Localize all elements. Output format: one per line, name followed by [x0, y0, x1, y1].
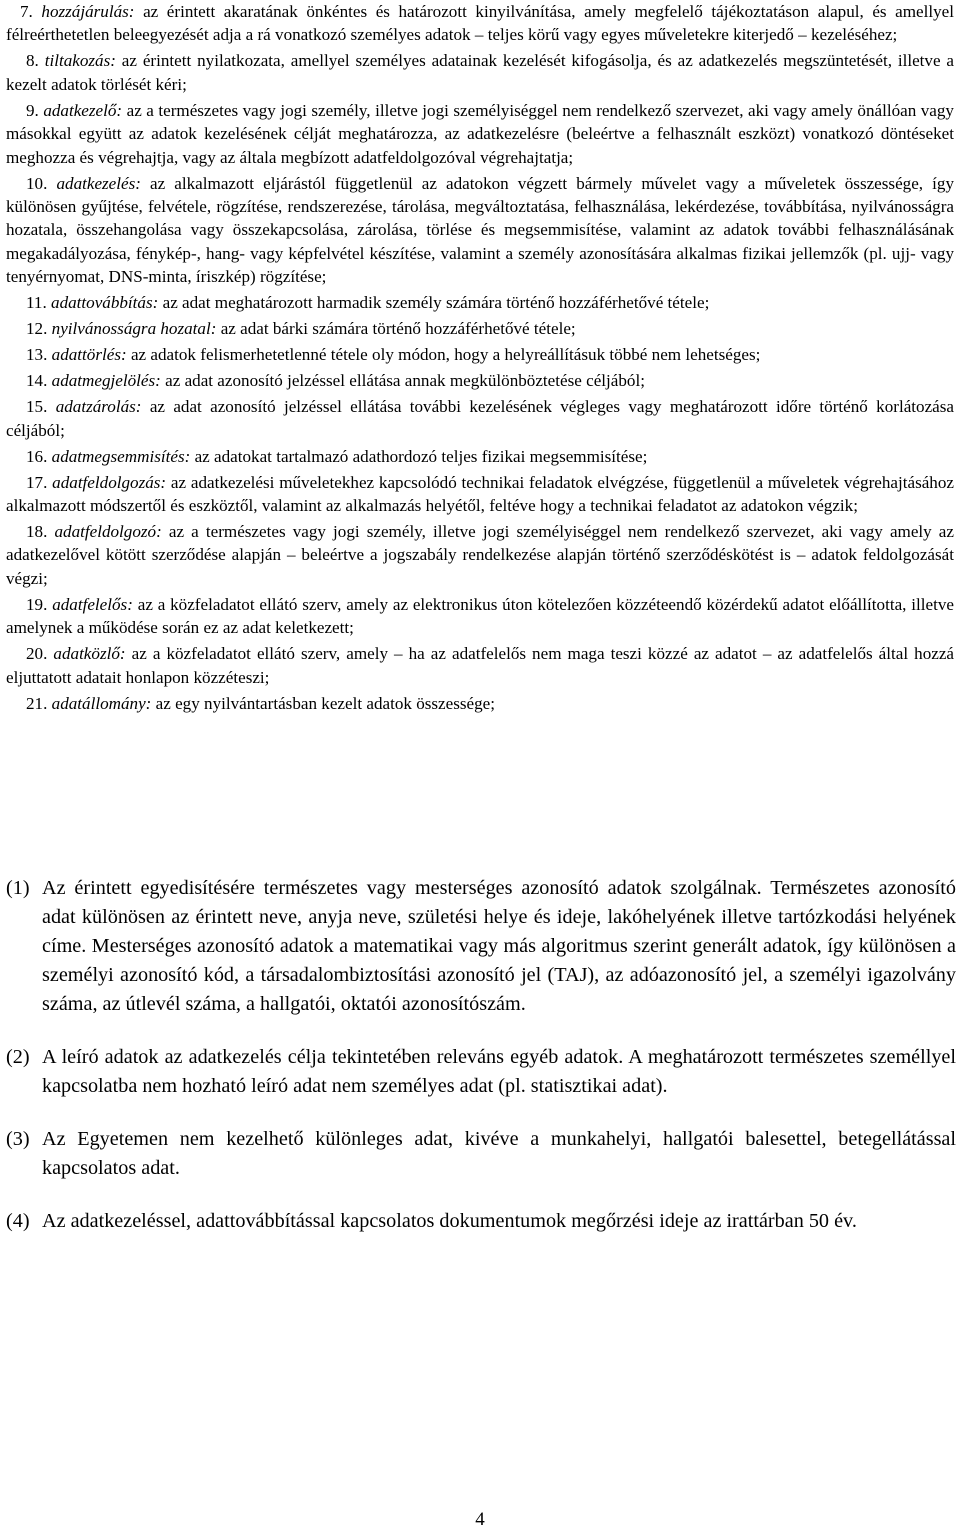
definition-number: 14. [26, 371, 48, 391]
definition-term: adattovábbítás: [51, 293, 159, 313]
paragraph-text: Az érintett egyedisítésére természetes vagy mesterséges azonosító adatok szolgálnak. Természetes azonosító adat különösen az érintett neve, anyja neve, születési helye és ideje, lakóhelyének illetve tartózkodási helyének címe. Mesterséges azonosító adatok a matematikai vagy más algoritmus szerint generált adatok, így különösen a személyi azonosító kód, a társadalombiztosítási azonosító jel (TAJ), az adóazonosító jel, a személyi igazolvány száma, az útlevél száma, a hallgatói, oktatói azonosítószám. [42, 877, 956, 1015]
definition-text: az adat azonosító jelzéssel ellátása annak megkülönböztetése céljából; [160, 371, 645, 391]
definition-text: az a természetes vagy jogi személy, illetve jogi személyiséggel nem rendelkező szervezet, aki vagy amely az adatkezelővel kötött szerződése alapján – beleértve a jogszabály rendelkezése alapján történő szerződéskötést is – adatok feldolgozását végzi; [6, 522, 954, 588]
paragraph-number: (2) [6, 1046, 30, 1068]
definition-term: adatközlő: [53, 644, 126, 664]
definition-term: adatkezelő: [43, 100, 123, 120]
definition-item [6, 642, 954, 689]
paragraph-item [6, 1125, 956, 1183]
definition-term: hozzájárulás: [41, 2, 135, 21]
paragraph-text: Az Egyetemen nem kezelhető különleges adat, kivéve a munkahelyi, hallgatói balesettel, betegellátással kapcsolatos adat. [42, 1128, 956, 1179]
definition-term: adatkezelés: [56, 173, 141, 193]
definition-text: az alkalmazott eljárástól függetlenül az adatokon végzett bármely művelet vagy a műveletek összessége, így különösen gyűjtése, felvétele, rögzítése, rendszerezése, tárolása, megváltoztatása, felhasználása, lekérdezése, továbbítása, nyilvánosságra hozatala, összehangolása vagy összekapcsolása, zárolása, törlése és megsemmisítése, valamint az adatok további felhasználásának megakadályozása, fénykép-, hang- vagy képfelvétel készítése, valamint a személy azonosítására alkalmas fizikai jellemzők (pl. ujj- vagy tenyérnyomat, DNS-minta, íriszkép) rögzítése; [6, 173, 954, 287]
definition-term: adattörlés: [51, 345, 127, 365]
definition-item [6, 317, 954, 340]
definition-text: az adat bárki számára történő hozzáférhetővé tétele; [216, 319, 576, 339]
definition-number: 16. [26, 446, 48, 466]
definition-number: 19. [26, 594, 48, 614]
definition-item [6, 291, 954, 314]
definition-item [6, 369, 954, 392]
definition-term: adatmegjelölés: [51, 371, 161, 391]
definition-term: adatfeldolgozás: [52, 472, 167, 492]
definition-text: az érintett nyilatkozata, amellyel személyes adatainak kezelését kifogásolja, és az adatkezelés megszüntetését, illetve a kezelt adatok törlését kéri; [6, 51, 955, 94]
definition-item [6, 593, 954, 640]
definition-term: adatzárolás: [55, 397, 142, 417]
definition-term: tiltakozás: [44, 51, 116, 71]
paragraph-number: (1) [6, 877, 30, 899]
definition-item [6, 343, 954, 366]
definition-item [6, 445, 954, 468]
definition-text: az a közfeladatot ellátó szerv, amely – ha az adatfelelős nem maga teszi közzé az adatot – az adatfelelős által hozzá eljuttatott adatait honlapon közzéteszi; [6, 644, 954, 687]
definition-term: adatmegsemmisítés: [51, 446, 191, 466]
definition-item [6, 99, 954, 169]
definition-number: 15. [26, 397, 48, 417]
paragraph-number: (4) [6, 1210, 30, 1232]
definition-term: nyilvánosságra hozatal: [51, 319, 217, 339]
paragraph-text: Az adatkezeléssel, adattovábbítással kapcsolatos dokumentumok megőrzési ideje az irattárban 50 év. [42, 1210, 857, 1232]
definition-number: 11. [26, 293, 47, 313]
definition-text: az érintett akaratának önkéntes és határozott kinyilvánítása, amely megfelelő tájékoztatáson alapul, és amellyel félreérthetetlen beleegyezését adja a rá vonatkozó személyes adatok – teljes körű vagy egyes műveletekre kiterjedő – kezeléséhez; [6, 2, 954, 45]
definition-item [6, 172, 954, 289]
definition-number: 13. [26, 345, 48, 365]
definition-number: 8. [26, 51, 39, 71]
definitions-list [6, 0, 954, 718]
paragraph-item [6, 874, 956, 1019]
definition-item [6, 692, 954, 715]
definition-number: 17. [26, 472, 48, 492]
definition-item [6, 395, 954, 442]
definition-number: 10. [26, 173, 48, 193]
paragraph-item [6, 1043, 956, 1101]
definition-text: az a természetes vagy jogi személy, illetve jogi személyiséggel nem rendelkező szervezet, aki vagy amely önállóan vagy másokkal együtt az adatok kezelésének célját meghatározza, az adatkezelésre (beleértve a felhasznált eszközt) vonatkozó döntéseket meghozza és végrehajtja, vagy az általa megbízott adatfeldolgozóval végrehajtatja; [6, 100, 954, 167]
definition-term: adatfeldolgozó: [54, 522, 162, 542]
definition-text: az adat meghatározott harmadik személy számára történő hozzáférhetővé tétele; [158, 293, 710, 313]
definition-term: adatállomány: [51, 693, 152, 713]
definition-text: az adatkezelési műveletekhez kapcsolódó technikai feladatok elvégzése, függetlenül a műveletek végrehajtásához alkalmazott módszertől és eszköztől, valamint az alkalmazás helyétől, feltéve hogy a technikai feladatot az adatokon végzik; [6, 472, 954, 516]
definition-text: az egy nyilvántartásban kezelt adatok összessége; [151, 693, 495, 713]
paragraph-item [6, 1207, 956, 1236]
definition-number: 12. [26, 319, 48, 339]
definition-text: az a közfeladatot ellátó szerv, amely az elektronikus úton kötelezően közzéteendő közérdekű adatot előállította, illetve amelynek a működése során ez az adat keletkezett; [6, 594, 954, 638]
definition-item [6, 0, 954, 47]
numbered-paragraphs [6, 874, 956, 1260]
definition-text: az adatokat tartalmazó adathordozó teljes fizikai megsemmisítése; [190, 446, 648, 466]
definition-number: 21. [26, 693, 48, 713]
definition-term: adatfelelős: [52, 594, 133, 614]
page-number: 4 [475, 1509, 485, 1530]
definition-item [6, 471, 954, 518]
paragraph-text: A leíró adatok az adatkezelés célja tekintetében releváns egyéb adatok. A meghatározott természetes személlyel kapcsolatba nem hozható leíró adat nem személyes adat (pl. statisztikai adat). [42, 1046, 956, 1097]
definition-item [6, 520, 954, 590]
paragraph-number: (3) [6, 1128, 30, 1150]
definition-text: az adatok felismerhetetlenné tétele oly módon, hogy a helyreállításuk többé nem lehetséges; [126, 345, 761, 365]
definition-item [6, 49, 954, 96]
definition-number: 18. [26, 522, 48, 542]
definition-number: 7. [20, 2, 33, 21]
definition-text: az adat azonosító jelzéssel ellátása további kezelésének végleges vagy meghatározott időre történő korlátozása céljából; [6, 397, 954, 440]
definition-number: 20. [26, 644, 48, 664]
definition-number: 9. [26, 100, 39, 120]
